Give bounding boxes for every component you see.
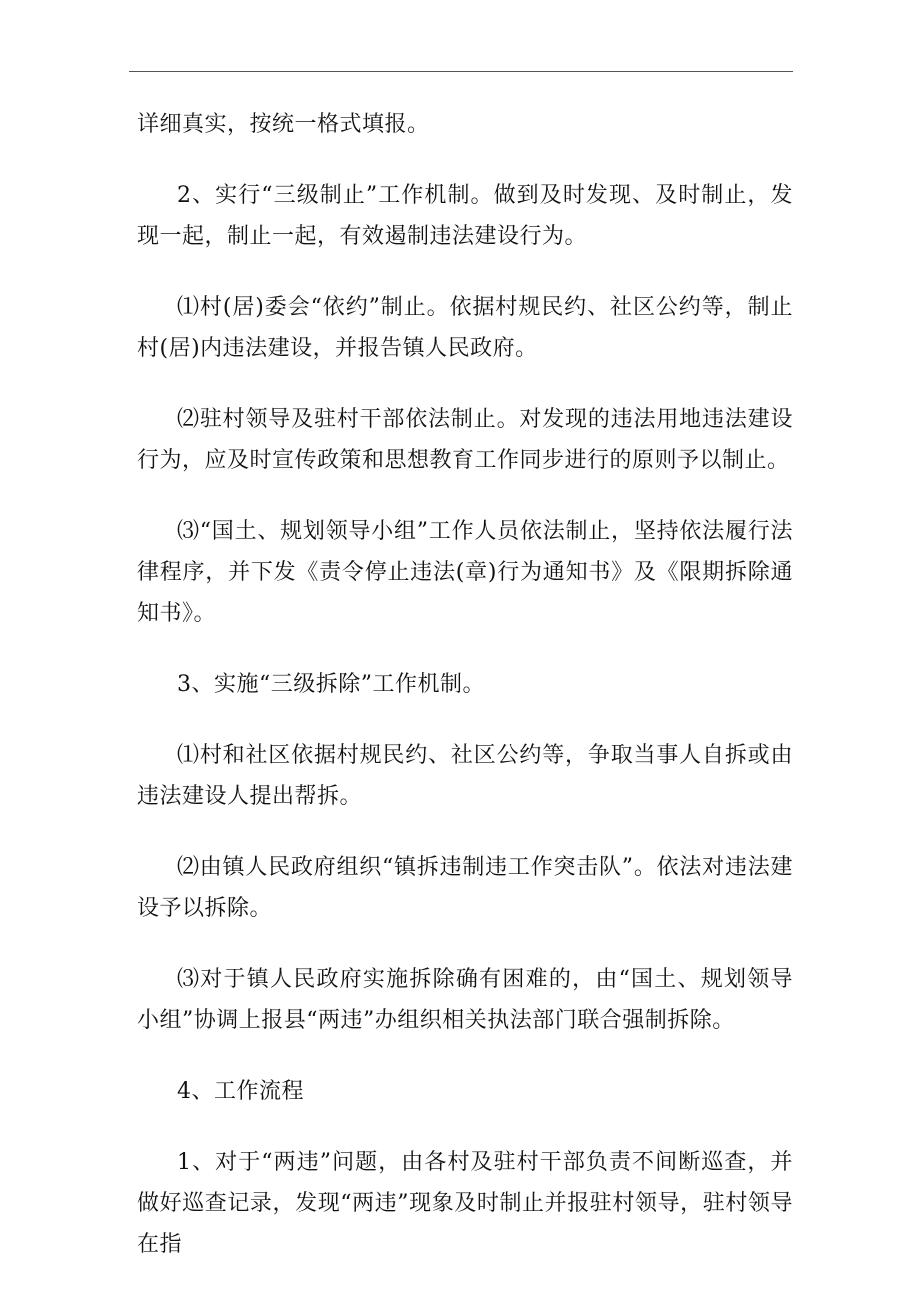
paragraph: 4、工作流程 bbox=[177, 1079, 304, 1104]
paragraph: 详细真实，按统一格式填报。 bbox=[137, 112, 430, 137]
paragraph: ⑶对于镇人民政府实施拆除确有困难的，由“国土、规划领导小组”协调上报县“两违”办组织相关执法部门联合强制拆除。 bbox=[137, 967, 793, 1033]
paragraph: ⑵由镇人民政府组织“镇拆违制违工作突击队”。依法对违法建设予以拆除。 bbox=[137, 855, 793, 921]
paragraph: 1、对于“两违”问题，由各村及驻村干部负责不间断巡查，并做好巡查记录，发现“两违”现象及时制止并报驻村领导，驻村领导在指 bbox=[137, 1150, 793, 1257]
document-body bbox=[137, 104, 793, 1295]
paragraph: ⑴村(居)委会“依约”制止。依据村规民约、社区公约等，制止村(居)内违法建设，并报告镇人民政府。 bbox=[137, 295, 793, 361]
paragraph: 3、实施“三级拆除”工作机制。 bbox=[177, 672, 485, 697]
paragraph: ⑶“国土、规划领导小组”工作人员依法制止，坚持依法履行法律程序，并下发《责令停止违法(章)行为通知书》及《限期拆除通知书》。 bbox=[137, 519, 793, 626]
paragraph: ⑴村和社区依据村规民约、社区公约等，争取当事人自拆或由违法建设人提出帮拆。 bbox=[137, 743, 793, 809]
paragraph: ⑵驻村领导及驻村干部依法制止。对发现的违法用地违法建设行为，应及时宣传政策和思想教育工作同步进行的原则予以制止。 bbox=[137, 407, 793, 473]
paragraph: 2、实行“三级制止”工作机制。做到及时发现、及时制止，发现一起，制止一起，有效遏制违法建设行为。 bbox=[137, 183, 793, 249]
header-rule bbox=[129, 71, 793, 72]
